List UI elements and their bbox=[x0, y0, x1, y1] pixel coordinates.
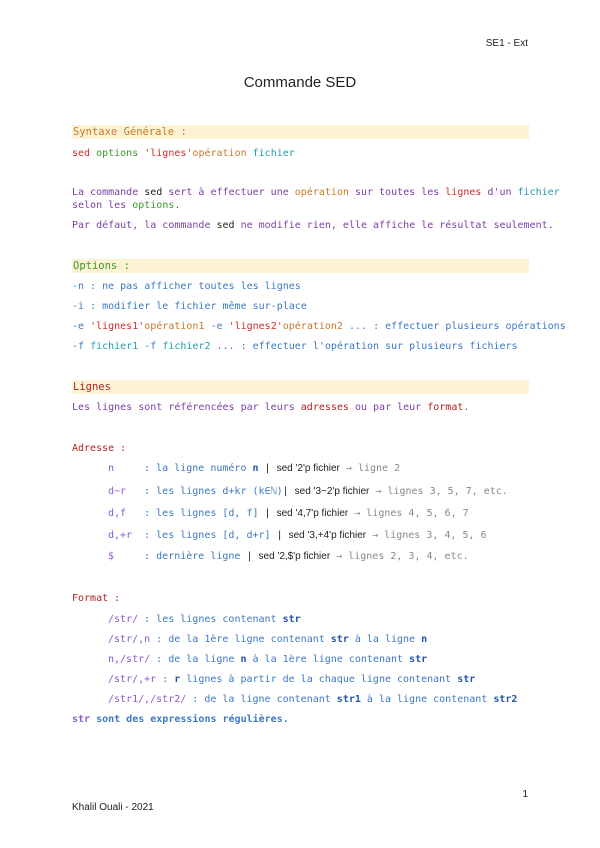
opt-text: -e bbox=[72, 321, 91, 332]
desc-lignes: lignes bbox=[445, 187, 482, 198]
adresse-row bbox=[108, 507, 469, 520]
format-var: str bbox=[457, 674, 476, 685]
section-band-options bbox=[72, 259, 529, 273]
format-key: /str/,n bbox=[108, 634, 151, 645]
adresse-desc: : les lignes [d, d+r] bbox=[144, 530, 271, 541]
desc-text: . bbox=[174, 200, 181, 211]
syntax-desc-1 bbox=[72, 186, 560, 199]
format-row bbox=[108, 613, 301, 626]
format-var: str bbox=[282, 614, 301, 625]
desc-text: ne modifie rien, elle affiche le résultat seulement. bbox=[234, 220, 554, 231]
adresse-cmd: sed '3,+4'p fichier bbox=[288, 530, 367, 541]
adresse-key: d,f bbox=[108, 508, 145, 519]
option-f bbox=[72, 340, 518, 353]
adresse-cmd: sed '3~2'p fichier bbox=[294, 486, 370, 497]
format-var: r bbox=[174, 674, 181, 685]
adresse-key: d~r bbox=[108, 486, 145, 497]
format-desc: : les lignes contenant bbox=[138, 614, 283, 625]
footer-author: Khalil Ouali - 2021 bbox=[72, 802, 154, 813]
syntax-desc-1b bbox=[72, 199, 180, 212]
format-desc: à la 1ère ligne contenant bbox=[246, 654, 410, 665]
desc-text: La commande bbox=[72, 187, 145, 198]
adresse-cmd: sed '2,$'p fichier bbox=[258, 551, 331, 562]
desc-text: ou par leur bbox=[348, 402, 428, 413]
desc-text: Les lignes sont référencées par leurs bbox=[72, 402, 301, 413]
section-band-lignes bbox=[72, 380, 529, 394]
desc-sed: sed bbox=[144, 187, 163, 198]
desc-text: sur toutes les bbox=[348, 187, 446, 198]
option-i: -i : modifier le fichier même sur-place bbox=[72, 301, 307, 312]
desc-text: . bbox=[463, 402, 470, 413]
adresse-row bbox=[108, 462, 400, 475]
opt-operation1: opération1 bbox=[144, 321, 205, 332]
format-key: /str1/,/str2/ bbox=[108, 694, 187, 705]
lignes-desc bbox=[72, 401, 469, 414]
format-desc: à la ligne contenant bbox=[360, 694, 494, 705]
adresse-cmd: sed '2'p fichier bbox=[276, 463, 340, 474]
adresse-sep: | bbox=[282, 486, 295, 497]
section-heading-lignes: Lignes bbox=[73, 381, 111, 393]
syntax-options: options bbox=[90, 148, 145, 159]
syntax-desc-2 bbox=[72, 219, 554, 232]
page-number: 1 bbox=[522, 789, 528, 800]
section-band-syntaxe bbox=[72, 125, 529, 139]
adresse-cmd: sed '4,7'p fichier bbox=[276, 508, 349, 519]
syntax-line bbox=[72, 147, 295, 160]
format-row bbox=[108, 673, 475, 686]
format-note-text: sont des expressions régulières. bbox=[90, 714, 289, 725]
opt-text: -f bbox=[72, 341, 91, 352]
syntax-lignes: 'lignes' bbox=[144, 148, 193, 159]
format-desc: : bbox=[156, 674, 175, 685]
format-desc: à la ligne bbox=[348, 634, 422, 645]
format-desc: : de la 1ère ligne contenant bbox=[150, 634, 331, 645]
format-key: n,/str/ bbox=[108, 654, 151, 665]
adresse-desc: : les lignes [d, f] bbox=[144, 508, 259, 519]
format-row bbox=[108, 633, 427, 646]
adresse-var: n bbox=[252, 463, 259, 474]
format-desc: : de la ligne contenant bbox=[186, 694, 337, 705]
adresse-result: → lignes 3, 4, 5, 6 bbox=[366, 530, 487, 541]
opt-operation2: opération2 bbox=[282, 321, 343, 332]
page-title: Commande SED bbox=[243, 74, 357, 91]
option-e bbox=[72, 320, 566, 333]
adresse-sep: | bbox=[258, 463, 277, 474]
adresse-desc: : dernière ligne bbox=[144, 551, 241, 562]
format-var: n bbox=[240, 654, 247, 665]
desc-options: options bbox=[132, 200, 175, 211]
format-var: str1 bbox=[336, 694, 361, 705]
format-var: str bbox=[330, 634, 349, 645]
format-row bbox=[108, 693, 517, 706]
format-key: /str/ bbox=[108, 614, 139, 625]
format-row bbox=[108, 653, 427, 666]
adresse-row bbox=[108, 485, 508, 498]
opt-text: ... : effectuer plusieurs opérations bbox=[342, 321, 566, 332]
opt-lignes2: 'lignes2' bbox=[228, 321, 283, 332]
adresse-key: $ bbox=[108, 551, 145, 562]
format-heading: Format : bbox=[72, 593, 121, 604]
format-note-str: str bbox=[72, 714, 91, 725]
adresse-sep: | bbox=[240, 551, 259, 562]
adresse-desc: : la ligne numéro bbox=[144, 463, 253, 474]
section-heading-syntaxe: Syntaxe Générale : bbox=[73, 126, 187, 138]
adresse-key: n bbox=[108, 463, 145, 474]
adresse-result: → ligne 2 bbox=[339, 463, 401, 474]
opt-fichier2: fichier2 bbox=[162, 341, 211, 352]
format-note bbox=[72, 713, 289, 726]
format-desc: lignes à partir de la chaque ligne contenant bbox=[180, 674, 458, 685]
desc-format: format bbox=[427, 402, 464, 413]
option-n: -n : ne pas afficher toutes les lignes bbox=[72, 281, 301, 292]
adresse-result: → lignes 2, 3, 4, etc. bbox=[330, 551, 469, 562]
opt-text: -e bbox=[204, 321, 229, 332]
desc-text: selon les bbox=[72, 200, 133, 211]
adresse-row bbox=[108, 550, 469, 563]
syntax-fichier: fichier bbox=[246, 148, 295, 159]
format-var: str bbox=[409, 654, 428, 665]
adresse-heading: Adresse : bbox=[72, 443, 127, 454]
format-key: /str/,+r bbox=[108, 674, 157, 685]
desc-text: d'un bbox=[481, 187, 518, 198]
adresse-row bbox=[108, 529, 487, 542]
desc-fichier: fichier bbox=[517, 187, 560, 198]
adresse-result: → lignes 3, 5, 7, etc. bbox=[369, 486, 508, 497]
opt-text: -f bbox=[138, 341, 163, 352]
format-var: str2 bbox=[493, 694, 518, 705]
syntax-sed: sed bbox=[72, 148, 91, 159]
adresse-sep: | bbox=[258, 508, 277, 519]
desc-operation: opération bbox=[294, 187, 349, 198]
opt-fichier1: fichier1 bbox=[90, 341, 139, 352]
opt-text: ... : effectuer l'opération sur plusieurs fichiers bbox=[210, 341, 518, 352]
adresse-desc: : les lignes d+kr (k∈ℕ) bbox=[144, 486, 283, 497]
section-heading-options: Options : bbox=[73, 260, 130, 272]
desc-text: Par défaut, la commande bbox=[72, 220, 217, 231]
format-var: n bbox=[421, 634, 428, 645]
desc-sed: sed bbox=[216, 220, 235, 231]
desc-adresses: adresses bbox=[300, 402, 349, 413]
adresse-result: → lignes 4, 5, 6, 7 bbox=[348, 508, 469, 519]
syntax-operation: opération bbox=[192, 148, 247, 159]
header-label: SE1 - Ext bbox=[485, 38, 528, 49]
desc-text: sert à effectuer une bbox=[162, 187, 295, 198]
adresse-key: d,+r bbox=[108, 530, 145, 541]
format-desc: : de la ligne bbox=[150, 654, 241, 665]
opt-lignes1: 'lignes1' bbox=[90, 321, 145, 332]
adresse-sep: | bbox=[270, 530, 289, 541]
